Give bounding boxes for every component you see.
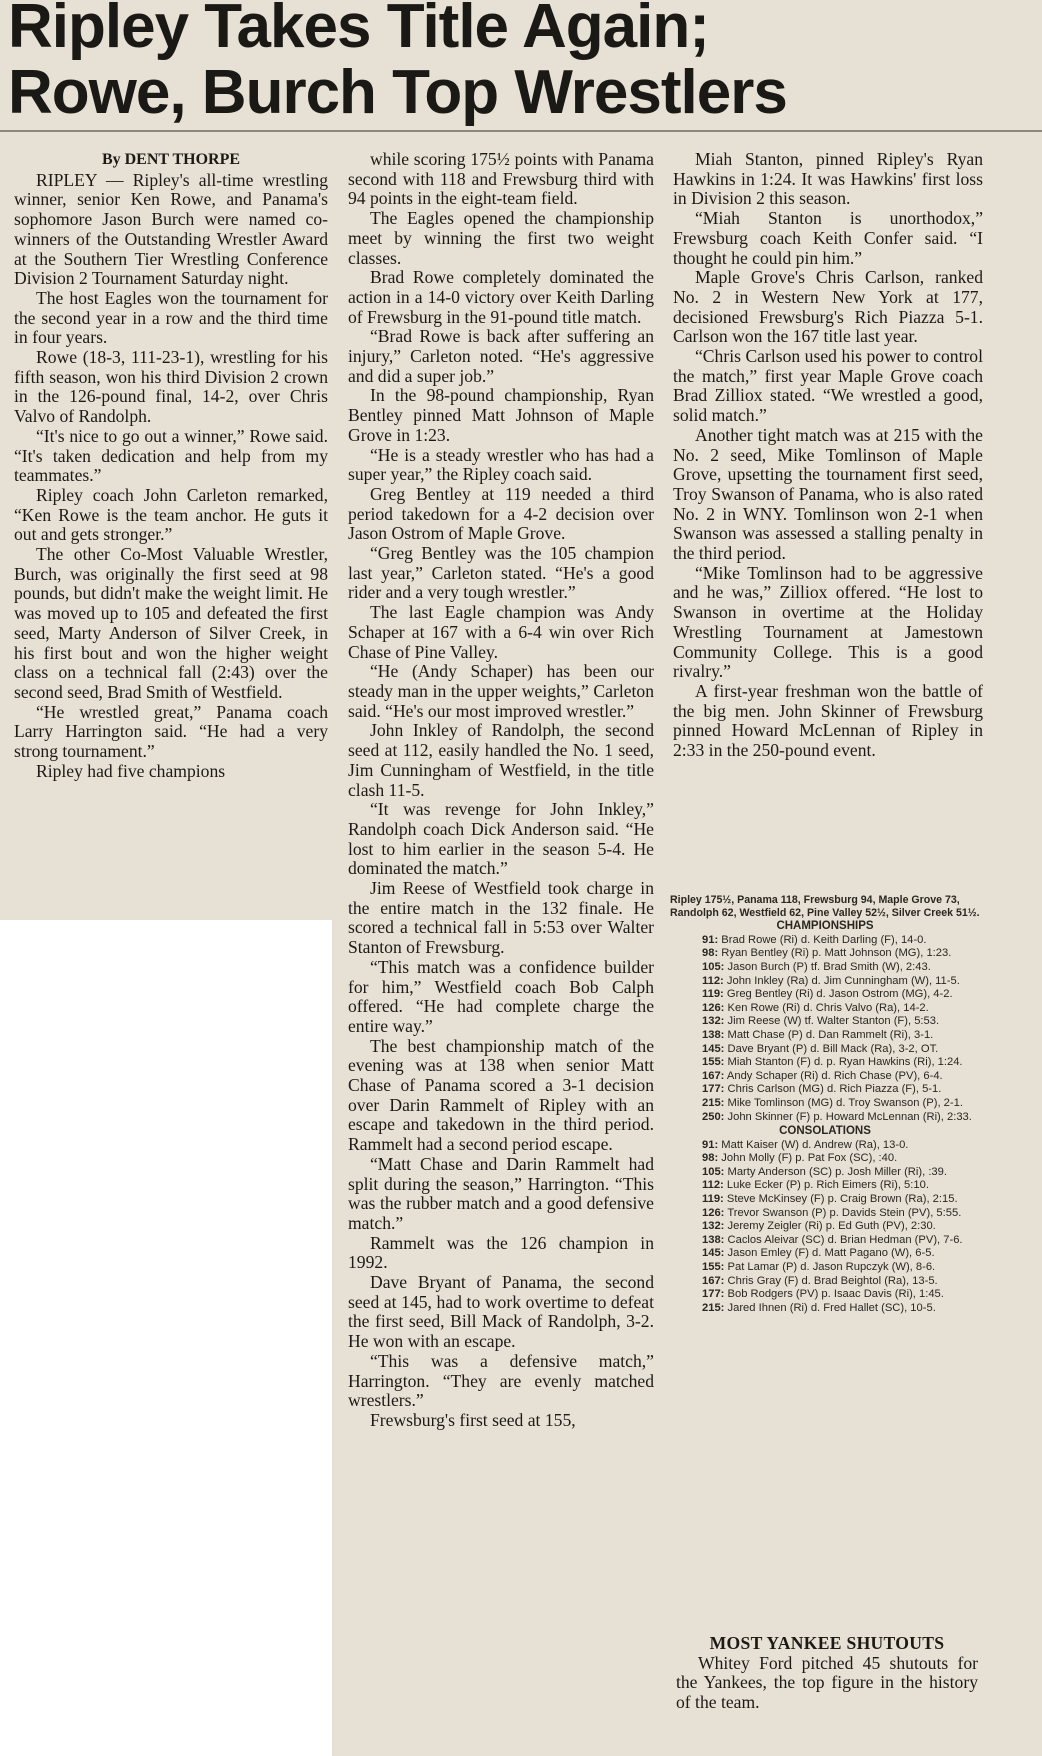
article-paragraph: “Miah Stanton is unorthodox,” Frewsburg coach Keith Confer said. “I thought he could pin him.” [673,208,983,268]
result-row [670,1029,980,1043]
article-paragraph: “Greg Bentley was the 105 champion last year,” Carleton stated. “He's a good rider and a very tough wrestler.” [348,543,654,603]
result-text: John Molly (F) p. Pat Fox (SC), :40. [721,1152,898,1165]
result-row [670,934,980,948]
result-weight: 119: [702,1193,724,1206]
article-paragraph: Frewsburg's first seed at 155, [370,1410,576,1430]
article-paragraph: The Eagles opened the championship meet by winning the first two weight classes. [348,208,654,268]
result-weight: 98: [702,947,719,960]
article-paragraph: “Matt Chase and Darin Rammelt had split during the season,” Harrington. “This was the rubber match and a good defensive match.” [348,1153,654,1233]
headline [8,0,1038,126]
article-paragraph: John Inkley of Randolph, the second seed at 112, easily handled the No. 1 seed, Jim Cunningham of Westfield, in the title clash 11-5. [348,720,654,800]
result-text: John Inkley (Ra) d. Jim Cunningham (W), 11-5. [726,974,960,987]
result-row [670,1152,980,1166]
result-row [670,1220,980,1234]
result-weight: 145: [702,1042,725,1055]
result-weight: 177: [702,1083,725,1096]
headline-rule [0,130,1042,132]
consolations-list [670,1139,980,1316]
result-row [670,1002,980,1016]
result-row [670,1207,980,1221]
result-row [670,1302,980,1316]
result-row [670,1193,980,1207]
result-row [670,975,980,989]
result-text: Andy Schaper (Ri) d. Rich Chase (PV), 6-4. [726,1069,943,1082]
result-weight: 105: [702,960,725,973]
result-row [670,1234,980,1248]
result-text: Matt Kaiser (W) d. Andrew (Ra), 13-0. [721,1138,909,1151]
result-weight: 105: [702,1165,725,1178]
article-paragraph: Jim Reese of Westfield took charge in the entire match in the 132 finale. He scored a technical fall in 5:53 over Walter Stanton of Frewsburg. [348,878,654,958]
result-weight: 138: [702,1233,725,1246]
article-paragraph: Greg Bentley at 119 needed a third period takedown for a 4-2 decision over Jason Ostrom of Maple Grove. [348,483,654,544]
result-text: Marty Anderson (SC) p. Josh Miller (Ri), :39. [727,1165,947,1178]
article-paragraph: Another tight match was at 215 with the No. 2 seed, Mike Tomlinson of Maple Grove, upsetting the tournament first seed, Troy Swanson of Panama, who is also rated No. 2 in WNY. Tomlinson won 2-1 when Swanson was assessed a stalling penalty in the third period. [673,424,983,564]
result-weight: 155: [702,1056,725,1069]
result-text: Dave Bryant (P) d. Bill Mack (Ra), 3-2, OT. [727,1042,939,1055]
article-paragraph: “He (Andy Schaper) has been our steady man in the upper weights,” Carleton said. “He's our most improved wrestler.” [348,661,654,721]
result-text: Jason Burch (P) tf. Brad Smith (W), 2:43. [727,960,931,973]
result-weight: 91: [702,1138,719,1151]
result-row [670,1083,980,1097]
result-row [670,961,980,975]
article-paragraph: “Mike Tomlinson had to be aggressive and he was,” Zilliox offered. “He lost to Swanson in overtime at the Holiday Wrestling Tournament at Jamestown Community College. This is a good rivalry.” [673,562,983,682]
result-weight: 132: [702,1015,725,1028]
result-row [670,1070,980,1084]
result-row [670,1043,980,1057]
result-text: Jeremy Zeigler (Ri) p. Ed Guth (PV), 2:30. [727,1220,936,1233]
article-paragraph: The best championship match of the evening was at 138 when senior Matt Chase of Panama scored a 3-1 decision over Darin Rammelt of Ripley with an escape and takedown in the third period. Rammelt had a second period escape. [348,1035,654,1155]
article-paragraph: Rammelt was the 126 champion in 1992. [348,1232,654,1273]
article-paragraph: Rowe (18-3, 111-23-1), wrestling for his fifth season, won his third Division 2 crown in the 126-pound final, 14-2, over Chris Valvo of Randolph. [14,347,328,427]
article-paragraph: A first-year freshman won the battle of the big men. John Skinner of Frewsburg pinned Howard McLennan of Ripley in 2:33 in the 250-pound event. [673,680,983,761]
result-text: Jason Emley (F) d. Matt Pagano (W), 6-5. [727,1247,935,1260]
article-column-1 [14,150,328,782]
result-text: Jared Ihnen (Ri) d. Fred Hallet (SC), 10-5. [727,1301,936,1314]
article-column-3 [673,150,983,761]
result-row [670,1111,980,1125]
result-text: Bob Rodgers (PV) p. Isaac Davis (Ri), 1:45. [727,1288,944,1301]
result-weight: 91: [702,933,719,946]
result-row [670,1179,980,1193]
result-row [670,1139,980,1153]
result-row [670,1097,980,1111]
result-weight: 138: [702,1028,725,1041]
result-weight: 215: [702,1096,725,1109]
championships-heading: CHAMPIONSHIPS [776,920,874,933]
result-row [670,1261,980,1275]
byline: By DENT THORPE [101,151,241,168]
result-weight: 167: [702,1274,725,1287]
article-paragraph: “It's nice to go out a winner,” Rowe said. “It's taken dedication and help from my teammates.” [14,425,328,486]
headline-line-2: Rowe, Burch Top Wrestlers [8,58,787,127]
article-paragraph: “This was a defensive match,” Harrington. “They are evenly matched wrestlers.” [348,1350,654,1411]
result-text: Jim Reese (W) tf. Walter Stanton (F), 5:53. [727,1015,940,1028]
result-text: Ryan Bentley (Ri) p. Matt Johnson (MG), 1:23. [721,947,952,960]
result-row [670,1275,980,1289]
sidebar-body: Whitey Ford pitched 45 shutouts for the Yankees, the top figure in the history of the team. [676,1652,978,1713]
result-text: Chris Carlson (MG) d. Rich Piazza (F), 5-1. [727,1083,942,1096]
result-row [670,947,980,961]
result-text: Steve McKinsey (F) p. Craig Brown (Ra), 2:15. [726,1193,958,1206]
sidebar-item [676,1634,978,1713]
result-weight: 126: [702,1001,725,1014]
team-totals: Ripley 175½, Panama 118, Frewsburg 94, Maple Grove 73, Randolph 62, Westfield 62, Pine Valley 52½, Silver Creek 51½. [670,894,980,919]
result-weight: 132: [702,1220,725,1233]
result-text: Greg Bentley (Ri) d. Jason Ostrom (MG), 4-2. [726,988,953,1001]
result-row [670,1247,980,1261]
result-row [670,1056,980,1070]
result-row [670,1166,980,1180]
result-row [670,988,980,1002]
article-column-2 [348,150,654,1431]
result-weight: 98: [702,1152,719,1165]
result-weight: 126: [702,1206,725,1219]
result-text: Caclos Aleivar (SC) d. Brian Hedman (PV), 7-6. [727,1233,963,1246]
result-text: Mike Tomlinson (MG) d. Troy Swanson (P), 2-1. [727,1096,963,1109]
result-text: Brad Rowe (Ri) d. Keith Darling (F), 14-0. [721,933,927,946]
article-paragraph: “He is a steady wrestler who has had a super year,” the Ripley coach said. [348,444,654,485]
article-paragraph: The last Eagle champion was Andy Schaper at 167 with a 6-4 win over Rich Chase of Pine Valley. [348,602,654,662]
sidebar-heading: MOST YANKEE SHUTOUTS [709,1633,945,1653]
result-text: Miah Stanton (F) d. p. Ryan Hawkins (Ri), 1:24. [727,1056,963,1069]
article-paragraph: RIPLEY — Ripley's all-time wrestling winner, senior Ken Rowe, and Panama's sophomore Jason Burch were named co-winners of the Outstanding Wrestler Award at the Southern Tier Wrestling Conference Division 2 Tournament Saturday night. [14,169,328,289]
result-weight: 145: [702,1247,725,1260]
result-row [670,1015,980,1029]
result-weight: 177: [702,1288,725,1301]
result-weight: 119: [702,988,724,1001]
result-text: Pat Lamar (P) d. Jason Rupczyk (W), 8-6. [727,1261,936,1274]
result-row [670,1288,980,1302]
result-weight: 167: [702,1069,725,1082]
article-paragraph: while scoring 175½ points with Panama second with 118 and Frewsburg third with 94 points in the eight-team field. [348,149,654,209]
results-box [670,894,980,1315]
result-text: John Skinner (F) p. Howard McLennan (Ri), 2:33. [727,1110,972,1123]
article-paragraph: The other Co-Most Valuable Wrestler, Burch, was originally the first seed at 98 pounds, but didn't make the weight limit. He was moved up to 105 and defeated the first seed, Marty Anderson of Silver Creek, in his first bout and won the higher weight class on a technical fall (2:43) over the second seed, Brad Smith of Westfield. [14,544,328,702]
consolations-heading: CONSOLATIONS [779,1125,871,1138]
result-text: Chris Gray (F) d. Brad Beightol (Ra), 13-5. [727,1274,938,1287]
result-text: Matt Chase (P) d. Dan Rammelt (Ri), 3-1. [727,1028,934,1041]
result-weight: 112: [702,974,724,987]
article-paragraph: “Chris Carlson used his power to control the match,” first year Maple Grove coach Brad Zilliox stated. “We wrestled a good, solid match.” [673,346,983,426]
article-paragraph: “It was revenge for John Inkley,” Randolph coach Dick Anderson said. “He lost to him earlier in the season 5-4. He dominated the match.” [348,799,654,879]
result-text: Luke Ecker (P) p. Rich Eimers (Ri), 5:10. [726,1179,929,1192]
article-paragraph: The host Eagles won the tournament for the second year in a row and the third time in four years. [14,287,328,348]
article-paragraph: Brad Rowe completely dominated the action in a 14-0 victory over Keith Darling of Frewsburg in the 91-pound title match. [348,267,654,327]
article-paragraph: Ripley coach John Carleton remarked, “Ken Rowe is the team anchor. He guts it out and gets stronger.” [14,484,328,545]
result-weight: 250: [702,1110,725,1123]
article-paragraph: Ripley had five champions [36,760,226,781]
result-text: Ken Rowe (Ri) d. Chris Valvo (Ra), 14-2. [727,1001,929,1014]
result-text: Trevor Swanson (P) p. Davids Stein (PV), 5:55. [727,1206,962,1219]
article-paragraph: Miah Stanton, pinned Ripley's Ryan Hawkins in 1:24. It was Hawkins' first loss in Division 2 this season. [673,149,983,209]
result-weight: 112: [702,1179,724,1192]
article-paragraph: “He wrestled great,” Panama coach Larry Harrington said. “He had a very strong tournament.” [14,701,328,762]
result-weight: 215: [702,1301,725,1314]
article-paragraph: In the 98-pound championship, Ryan Bentley pinned Matt Johnson of Maple Grove in 1:23. [348,385,654,445]
article-paragraph: “This match was a confidence builder for him,” Westfield coach Bob Calph offered. “He had complete charge the entire way.” [348,956,654,1036]
article-paragraph: Dave Bryant of Panama, the second seed at 145, had to work overtime to defeat the first seed, Bill Mack of Randolph, 3-2. He won with an escape. [348,1272,654,1352]
clipping-cutout-area [0,920,332,1756]
result-weight: 155: [702,1261,725,1274]
championships-list [670,934,980,1124]
article-paragraph: “Brad Rowe is back after suffering an injury,” Carleton noted. “He's aggressive and did a super job.” [348,326,654,386]
headline-line-1: Ripley Takes Title Again; [8,0,709,61]
article-paragraph: Maple Grove's Chris Carlson, ranked No. 2 in Western New York at 177, decisioned Frewsburg's Rich Piazza 5-1. Carlson won the 167 title last year. [673,267,983,347]
